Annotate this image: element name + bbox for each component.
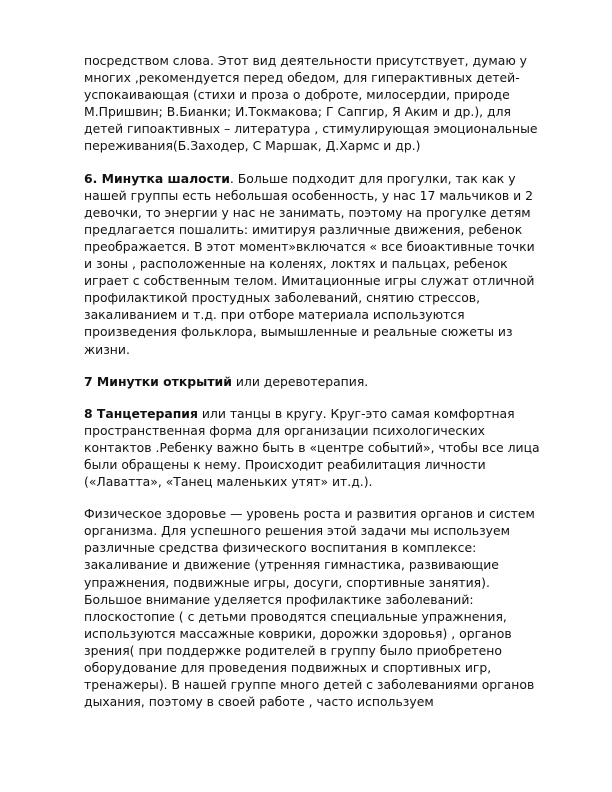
paragraph-heading: 7 Минутки открытий — [84, 373, 232, 389]
paragraph-text: или танцы в кругу. Круг-это самая комфортная пространственная форма для организации психологических контактов .Ребенку важно быть в «центре событий», чтобы все лица были обращены к нему. Происходит реабилитация личности («Лаватта», «Танец маленьких утят» ит.д.). — [84, 405, 540, 490]
paragraph-text: или деревотерапия. — [231, 373, 369, 389]
paragraph-minutki-otkrytiy — [84, 373, 544, 390]
paragraph-minutka-shalosti — [84, 170, 544, 358]
document-page — [84, 52, 544, 725]
paragraph-tantseterapiya — [84, 405, 544, 490]
paragraph-text: посредством слова. Этот вид деятельности присутствует, думаю у многих ,рекомендуется перед обедом, для гиперактивных детей- успокаивающая (стихи и проза о доброте, милосердии, природе М.Пришвин; В.Бианки; И.Токмакова; Г Сапгир, Я Аким и др.), для детей гипоактивных – литература , стимулирующая эмоциональные переживания(Б.Заходер, С Маршак, Д.Хармс и др.) — [84, 53, 538, 154]
paragraph-heading: 8 Танцетерапия — [84, 405, 198, 421]
paragraph-intro — [84, 52, 544, 155]
paragraph-heading: 6. Минутка шалости — [84, 170, 230, 186]
paragraph-text: Физическое здоровье — уровень роста и развития органов и систем организма. Для успешного решения этой задачи мы используем различные средства физического воспитания в комплексе: закаливание и движение (утренняя гимнастика, развивающие упражнения, подвижные игры, досуги, спортивные занятия). Большое внимание уделяется профилактике заболеваний: плоскостопие ( с детьми проводятся специальные упражнения, используются массажные коврики, дорожки здоровья) , органов зрения( при поддержке родителей в группу было приобретено оборудование для проведения подвижных и спортивных игр, тренажеры). В нашей группе много детей с заболеваниями органов дыхания, поэтому в своей работе , часто используем — [84, 506, 535, 710]
paragraph-fizicheskoe-zdorovie — [84, 505, 544, 710]
paragraph-text: . Больше подходит для прогулки, так как у нашей группы есть небольшая особенность, у нас 17 мальчиков и 2 девочки, то энергии у нас не занимать, поэтому на прогулке детям предлагается пошалить: имитируя различные движения, ребенок преображается. В этот момент»включатся « все биоактивные точки и зоны , расположенные на коленях, локтях и пальцах, ребенок играет с собственным телом. Имитационные игры служат отличной профилактикой простудных заболеваний, снятию стрессов, закаливанием и т.д. при отборе материала используются произведения фольклора, вымышленные и реальные сюжеты из жизни. — [84, 170, 535, 357]
